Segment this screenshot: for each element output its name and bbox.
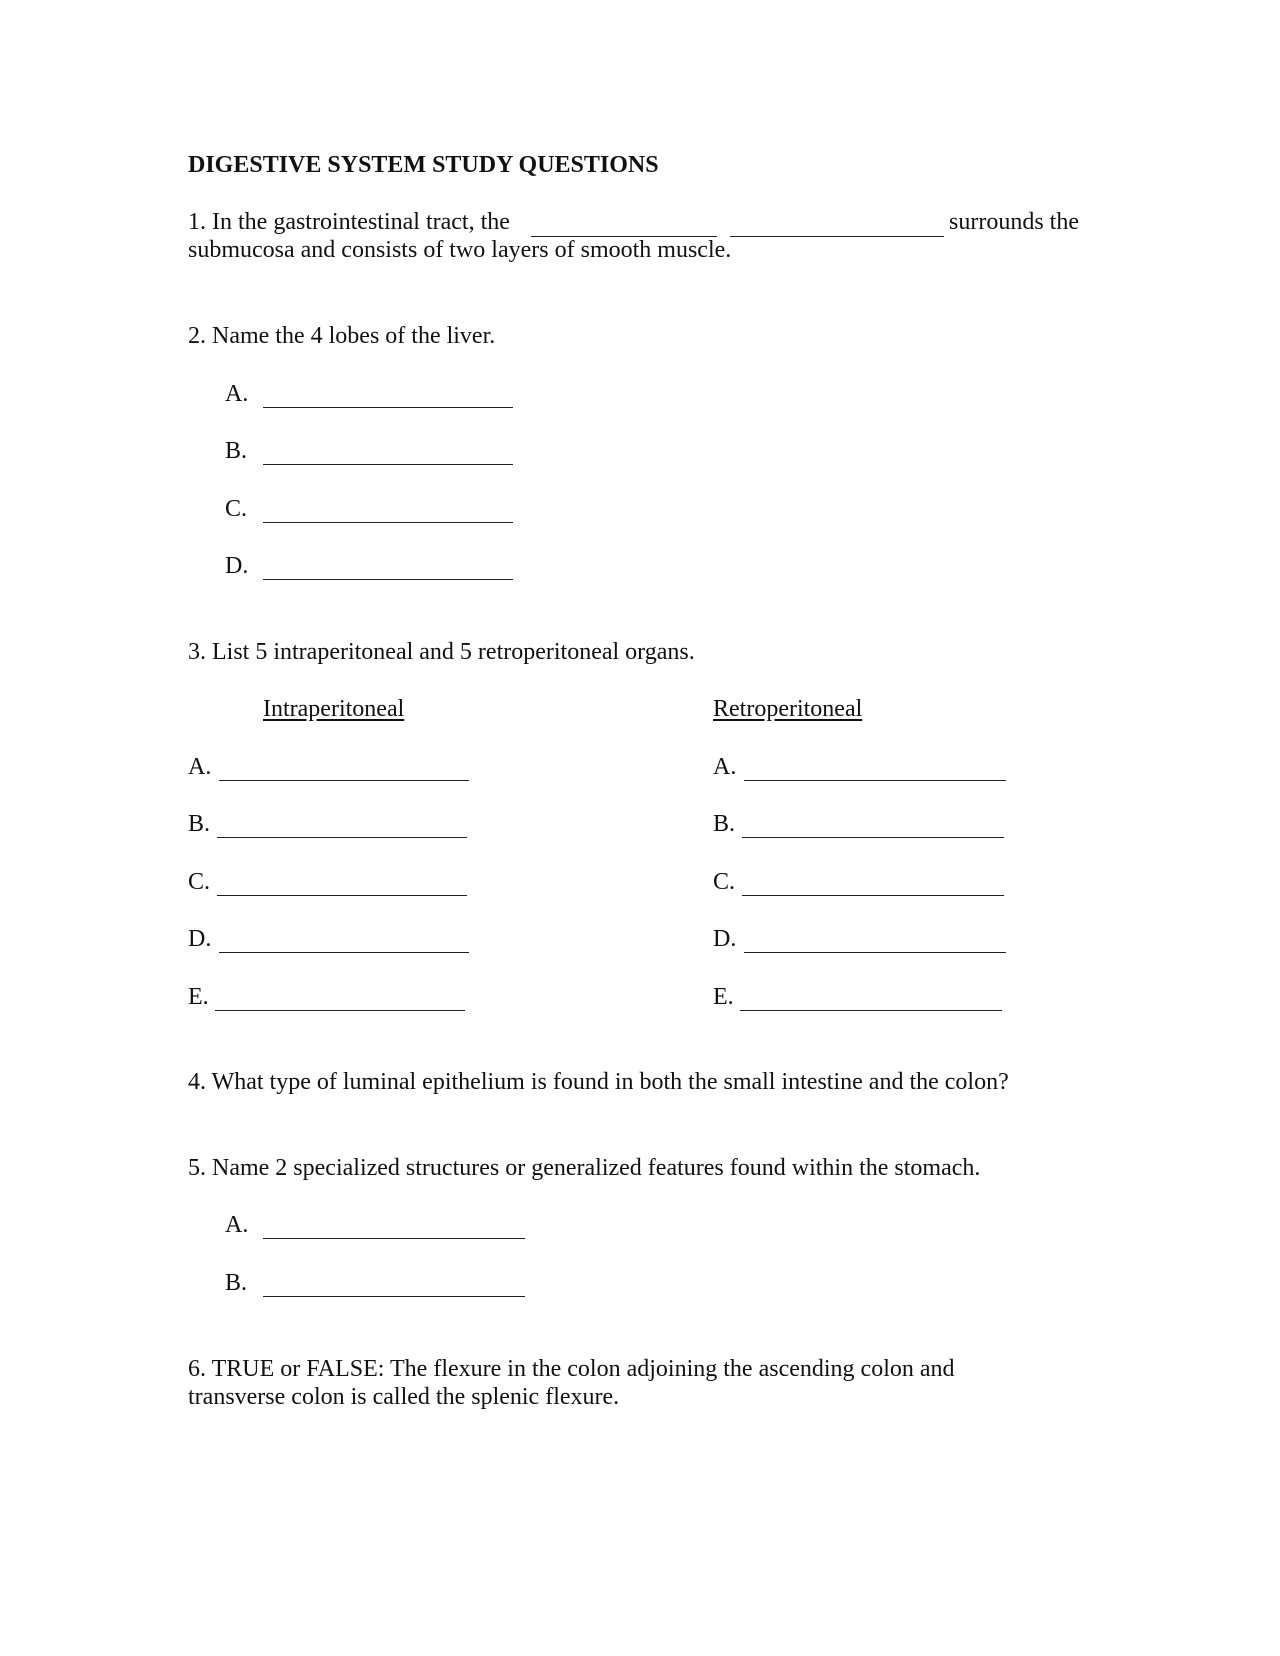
question-5-text: 5. Name 2 specialized structures or generalized features found within the stomach.: [188, 1155, 981, 1181]
question-2-option-a: [225, 380, 248, 408]
intraperitoneal-blank-b[interactable]: [217, 815, 467, 838]
question-2-text: 2. Name the 4 lobes of the liver.: [188, 323, 496, 349]
question-2-blank-a[interactable]: [263, 385, 513, 408]
retroperitoneal-header: Retroperitoneal: [713, 696, 863, 722]
question-1-blank-2[interactable]: [730, 214, 944, 237]
retroperitoneal-label-e: E.: [713, 984, 734, 1010]
retroperitoneal-label-c: C.: [713, 869, 736, 895]
question-5-label-b: B.: [225, 1270, 248, 1296]
option-label: D.: [225, 553, 249, 579]
intraperitoneal-blank-c[interactable]: [217, 873, 467, 896]
intraperitoneal-blank-e[interactable]: [215, 988, 465, 1011]
question-2-blank-c[interactable]: [263, 500, 513, 523]
question-2-option-b: [225, 437, 247, 465]
question-5-label-a: A.: [225, 1212, 249, 1238]
intraperitoneal-label-b: B.: [188, 811, 211, 837]
retroperitoneal-label-b: B.: [713, 811, 736, 837]
retroperitoneal-label-d: D.: [713, 926, 737, 952]
question-1-start: 1. In the gastrointestinal tract, the: [188, 209, 510, 235]
question-5-blank-b[interactable]: [263, 1274, 525, 1297]
intraperitoneal-label-a: A.: [188, 754, 212, 780]
question-5-blank-a[interactable]: [263, 1216, 525, 1239]
retroperitoneal-blank-c[interactable]: [742, 873, 1004, 896]
option-label: B.: [225, 438, 248, 464]
question-1-blank-1[interactable]: [531, 214, 717, 237]
question-6-line-1: 6. TRUE or FALSE: The flexure in the colon adjoining the ascending colon and: [188, 1356, 955, 1382]
intraperitoneal-label-d: D.: [188, 926, 212, 952]
page-title: DIGESTIVE SYSTEM STUDY QUESTIONS: [188, 152, 659, 178]
intraperitoneal-blank-d[interactable]: [219, 930, 469, 953]
option-label: C.: [225, 496, 248, 522]
retroperitoneal-blank-d[interactable]: [744, 930, 1006, 953]
retroperitoneal-label-a: A.: [713, 754, 737, 780]
question-3-text: 3. List 5 intraperitoneal and 5 retroperitoneal organs.: [188, 639, 695, 665]
intraperitoneal-label-e: E.: [188, 984, 209, 1010]
retroperitoneal-blank-a[interactable]: [744, 758, 1006, 781]
question-2-option-c: [225, 495, 247, 523]
intraperitoneal-label-c: C.: [188, 869, 211, 895]
retroperitoneal-blank-b[interactable]: [742, 815, 1004, 838]
intraperitoneal-header: Intraperitoneal: [263, 696, 405, 722]
question-2-blank-d[interactable]: [263, 557, 513, 580]
question-1: [188, 208, 510, 236]
question-2-blank-b[interactable]: [263, 442, 513, 465]
question-6-line-2: transverse colon is called the splenic flexure.: [188, 1384, 620, 1410]
question-1-line-2: submucosa and consists of two layers of smooth muscle.: [188, 237, 732, 263]
question-1-end: surrounds the: [949, 209, 1079, 235]
option-label: A.: [225, 381, 249, 407]
retroperitoneal-blank-e[interactable]: [740, 988, 1002, 1011]
intraperitoneal-blank-a[interactable]: [219, 758, 469, 781]
question-2-option-d: [225, 552, 248, 580]
question-4-text: 4. What type of luminal epithelium is found in both the small intestine and the colon?: [188, 1069, 1009, 1095]
